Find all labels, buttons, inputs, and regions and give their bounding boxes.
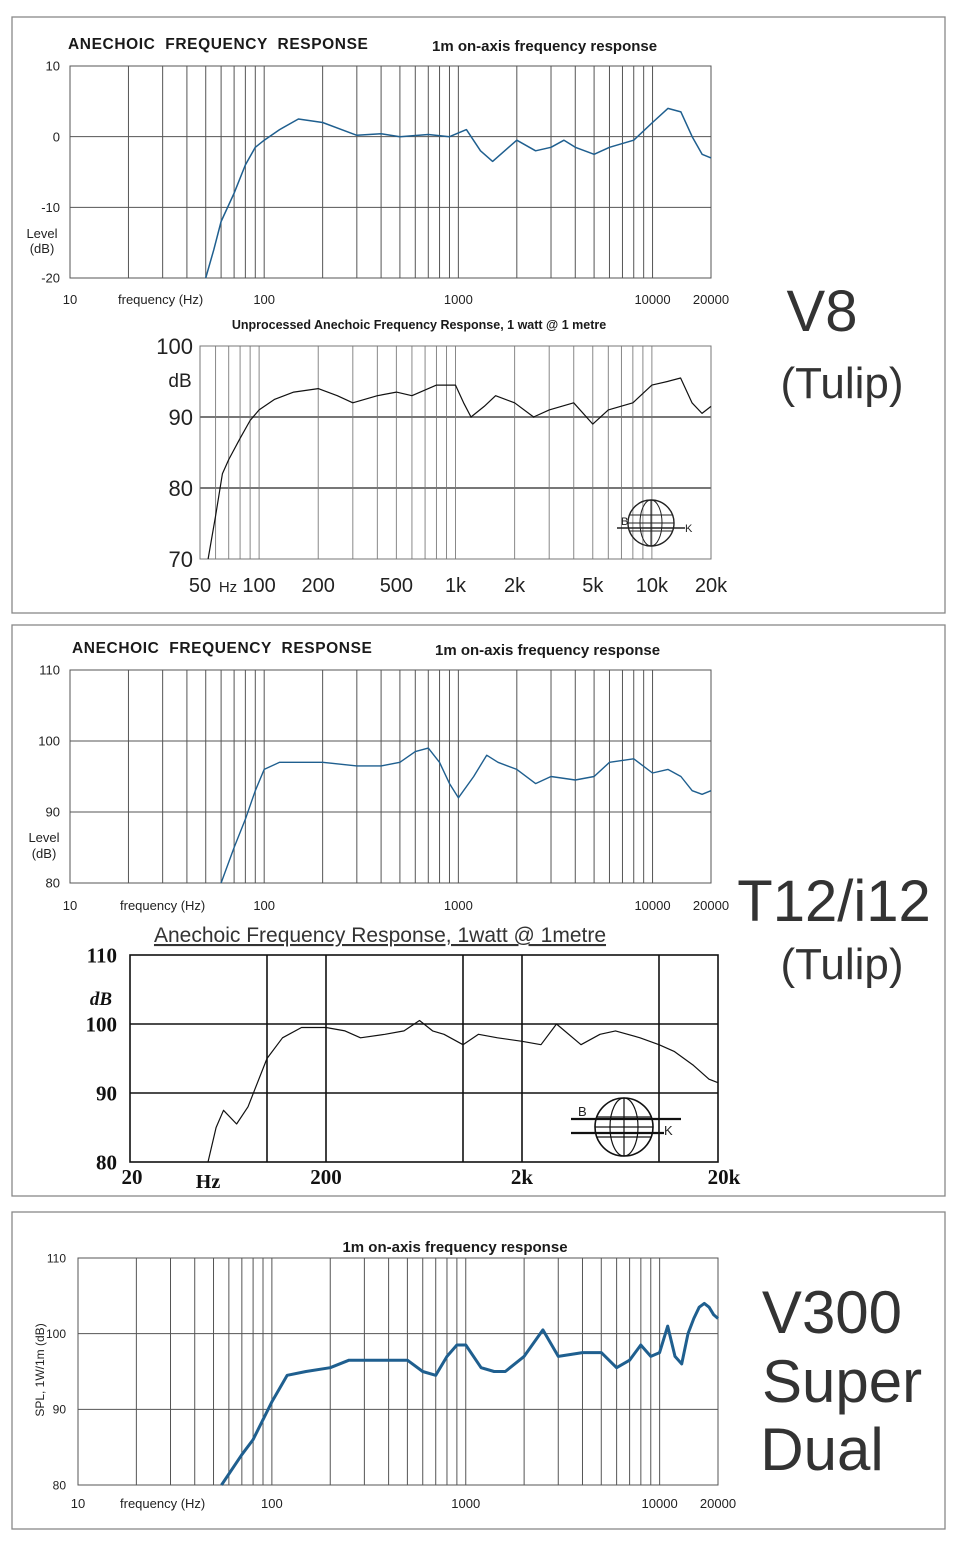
chart-t12-processed (28, 640, 729, 913)
t12a-series-line (221, 748, 711, 883)
t12a-title: ANECHOIC FREQUENCY RESPONSE (72, 640, 373, 657)
y-tick-label: 90 (45, 804, 60, 820)
x-tick-label: 50 (188, 575, 212, 597)
y-tick-label: 100 (156, 333, 193, 359)
y-tick-label: 100 (45, 1326, 66, 1341)
v300-variant-label-1: Super (761, 1348, 923, 1415)
v300-y-tick-labels (46, 1251, 66, 1492)
y-tick-label: 80 (52, 1478, 66, 1493)
v8b-title: Unprocessed Anechoic Frequency Response, 1 watt @ 1 metre (231, 318, 607, 332)
t12a-y-axis-label-1: Level (28, 830, 60, 845)
v8-model-label: V8 (786, 279, 858, 344)
v8b-hz-label: Hz (218, 579, 238, 596)
t12-variant-label: (Tulip) (780, 940, 904, 989)
x-tick-label: 10k (635, 575, 669, 597)
t12b-logo-right-letter: K (664, 1123, 673, 1138)
x-tick-label: 2k (510, 1165, 534, 1189)
x-tick-label: 100 (253, 292, 276, 307)
x-tick-label: 200 (301, 575, 335, 597)
v8a-x-axis-label: frequency (Hz) (118, 292, 204, 307)
t12a-y-grid (70, 741, 711, 812)
v8a-y-grid (70, 137, 711, 208)
y-tick-label: 80 (168, 475, 193, 501)
v300-variant-label-2: Dual (760, 1416, 884, 1483)
x-tick-label: 10000 (634, 292, 671, 307)
x-tick-label: 20k (707, 1165, 741, 1189)
v8a-plot-frame (70, 66, 711, 278)
v300-title: 1m on-axis frequency response (342, 1239, 568, 1256)
chart-v300 (33, 1239, 736, 1511)
x-tick-label: 100 (261, 1496, 283, 1511)
y-tick-label: 0 (52, 129, 60, 145)
t12a-subtitle: 1m on-axis frequency response (435, 642, 661, 659)
x-tick-label: 10 (62, 898, 78, 913)
v8b-x-grid (216, 346, 652, 559)
x-tick-label: 20k (694, 575, 728, 597)
y-tick-label: 80 (96, 1150, 117, 1175)
v8a-title: ANECHOIC FREQUENCY RESPONSE (68, 36, 369, 53)
t12a-x-axis-label: frequency (Hz) (120, 898, 206, 913)
x-tick-label: 20000 (692, 898, 730, 913)
x-tick-label: 100 (242, 575, 276, 597)
v8b-x-tick-labels (189, 575, 728, 597)
x-tick-label: 10 (70, 1496, 86, 1511)
t12b-plot-frame (130, 955, 718, 1162)
v300-model-label: V300 (761, 1279, 903, 1346)
chart-v8-processed (26, 36, 729, 307)
y-tick-label: 10 (45, 58, 60, 74)
x-tick-label: 10000 (634, 898, 671, 913)
t12a-plot-frame (70, 670, 711, 883)
t12b-logo (571, 1098, 681, 1156)
t12b-y-tick-labels (86, 944, 118, 1175)
x-tick-label: 10000 (641, 1496, 678, 1511)
t12b-unit-label: dB (89, 989, 113, 1010)
v300-y-axis-label: SPL, 1W/1m (dB) (33, 1323, 47, 1417)
y-tick-label: 110 (46, 1251, 66, 1266)
y-tick-label: 100 (38, 733, 60, 749)
x-tick-label: 200 (310, 1165, 342, 1189)
x-tick-label: 1000 (451, 1496, 481, 1511)
x-tick-label: 100 (253, 898, 276, 913)
v8b-series-line (208, 378, 711, 559)
v300-series-line (222, 1303, 719, 1485)
t12b-hz-label: Hz (195, 1171, 221, 1193)
y-tick-label: 110 (86, 943, 117, 968)
x-tick-label: 500 (379, 575, 414, 597)
v8b-logo-left-letter: B (621, 516, 629, 528)
x-tick-label: 1k (444, 575, 467, 597)
v8-variant-label: (Tulip) (780, 359, 904, 408)
x-tick-label: 20 (121, 1165, 143, 1189)
v8a-y-axis-label-1: Level (26, 226, 58, 241)
y-tick-label: 90 (168, 404, 193, 430)
t12-model-label: T12/i12 (737, 869, 931, 934)
x-tick-label: 1000 (443, 292, 473, 307)
t12b-logo-left-letter: B (578, 1104, 587, 1119)
y-tick-label: 90 (96, 1081, 117, 1106)
x-tick-label: 20000 (699, 1496, 737, 1511)
v8a-y-axis-label-2: (dB) (29, 241, 55, 256)
x-tick-label: 1000 (443, 898, 473, 913)
t12b-title: Anechoic Frequency Response, 1watt @ 1metre (153, 924, 607, 947)
v8b-logo (617, 500, 693, 546)
v8a-x-grid (128, 66, 652, 278)
y-tick-label: 80 (45, 875, 60, 891)
x-tick-label: 2k (504, 575, 526, 597)
v8a-subtitle: 1m on-axis frequency response (432, 38, 658, 55)
y-tick-label: -10 (41, 200, 60, 216)
x-tick-label: 20000 (692, 292, 730, 307)
y-tick-label: -20 (41, 270, 60, 286)
v8b-logo-right-letter: K (685, 523, 693, 535)
y-tick-label: 70 (168, 546, 193, 572)
t12b-x-grid (267, 955, 659, 1162)
v8b-y-tick-labels (156, 334, 193, 572)
t12a-x-grid (128, 670, 652, 883)
v300-plot-frame (78, 1258, 718, 1485)
v300-x-grid (136, 1258, 659, 1485)
x-tick-label: 5k (582, 575, 604, 597)
v8b-unit-label: dB (168, 371, 192, 392)
x-tick-label: 10 (62, 292, 78, 307)
t12a-y-axis-label-2: (dB) (31, 846, 57, 861)
v300-y-grid (78, 1334, 718, 1410)
v300-x-axis-label: frequency (Hz) (120, 1496, 206, 1511)
chart-t12-unprocessed (86, 924, 741, 1193)
y-tick-label: 100 (85, 1012, 117, 1037)
y-tick-label: 90 (52, 1402, 66, 1417)
y-tick-label: 110 (39, 662, 60, 678)
chart-v8-unprocessed (156, 318, 728, 597)
